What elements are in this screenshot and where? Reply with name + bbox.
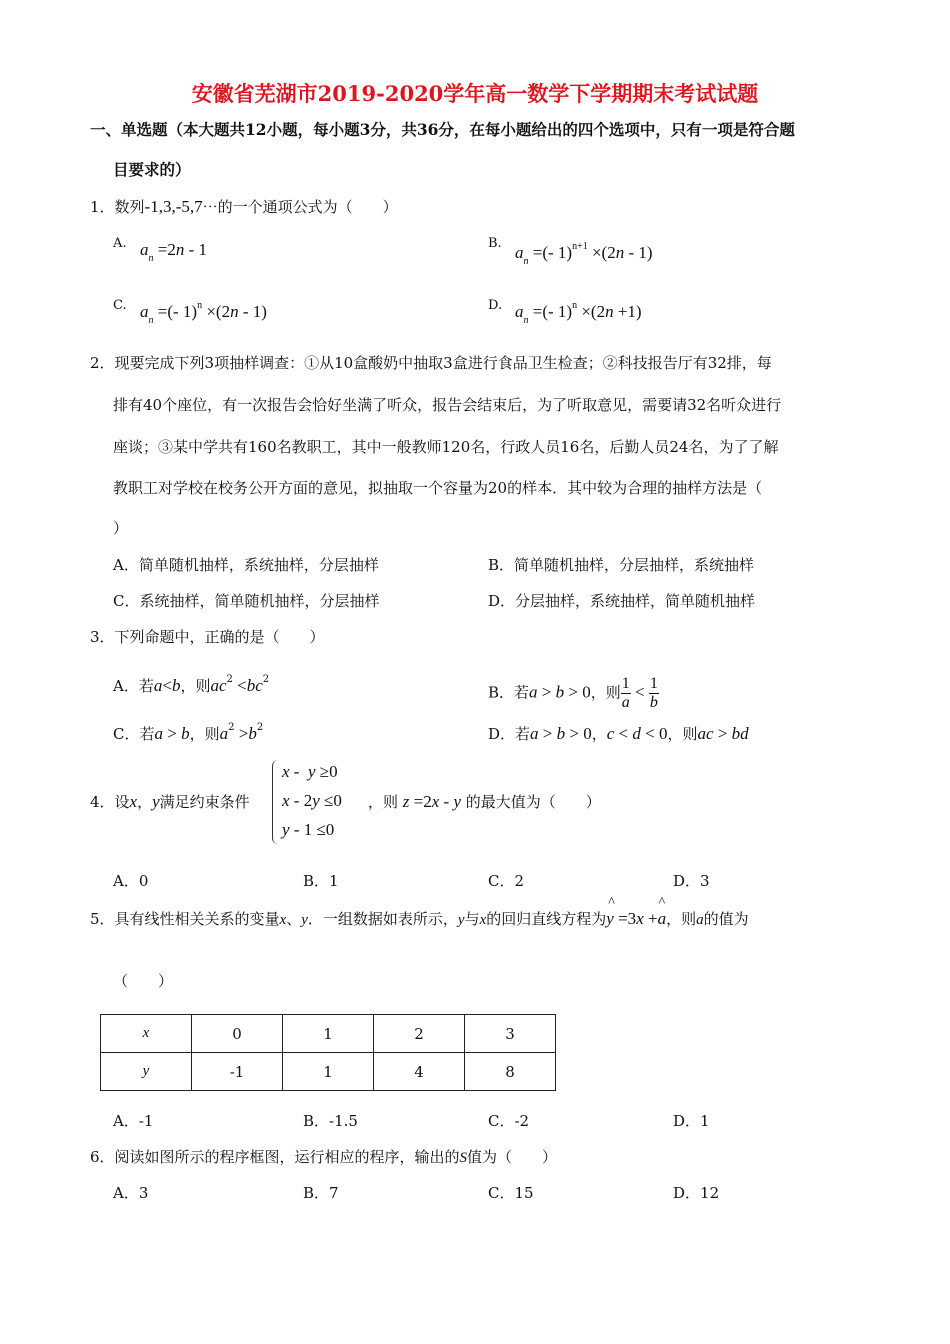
option-formula: $a_n$ =(- 1)$^{n+1}$ ×(2n - 1) (515, 241, 653, 267)
table-cell: y (101, 1053, 192, 1091)
option-label: A. (113, 236, 127, 251)
question-text-line: 座谈；③某中学共有160名教职工，其中一般教师120名，行政人员16名，后勤人员24名，为了了解 (113, 438, 779, 456)
table-cell: 2 (374, 1015, 465, 1053)
data-table (100, 1014, 556, 1091)
question-stem-suffix: ，则 z =2x - y 的最大值为（ ） (368, 792, 601, 811)
table-cell: 3 (465, 1015, 556, 1053)
table-row (101, 1015, 556, 1053)
table-cell: -1 (192, 1053, 283, 1091)
question-text-line: ） (113, 519, 129, 537)
table-cell: 4 (374, 1053, 465, 1091)
section-heading-line1: 一、单选题（本大题共12小题，每小题3分，共36分，在每小题给出的四个选项中，只有一项是符合题 (90, 120, 795, 139)
section-heading-line2: 目要求的） (113, 160, 191, 179)
option: C．系统抽样，简单随机抽样，分层抽样 (113, 592, 380, 610)
table-cell: 1 (283, 1053, 374, 1091)
question-text-line: 排有40个座位，有一次报告会恰好坐满了听众，报告会结束后，为了听取意见，需要请32名听众进行 (113, 396, 782, 414)
option: A．0 (113, 872, 149, 890)
option: D．12 (673, 1184, 720, 1202)
option: D．分层抽样，系统抽样，简单随机抽样 (488, 592, 756, 610)
table-cell: 0 (192, 1015, 283, 1053)
option: A．简单随机抽样，系统抽样，分层抽样 (113, 556, 379, 574)
page-title: 安徽省芜湖市2019-2020学年高一数学下学期期末考试试题 (191, 81, 759, 106)
option: C．2 (488, 872, 525, 890)
option: C．若a > b，则$a^2 >b^2$ (113, 722, 264, 743)
table-cell: 8 (465, 1053, 556, 1091)
constraint: y - 1 ≤0 (282, 820, 335, 839)
option: A．-1 (113, 1112, 154, 1130)
constraint: x - y ≥0 (282, 762, 338, 781)
table-row (101, 1053, 556, 1091)
option: B．7 (303, 1184, 339, 1202)
option-formula: $a_n =2n - 1$ (140, 240, 208, 264)
option: D．1 (673, 1112, 710, 1130)
option: D．3 (673, 872, 710, 890)
option: D．若a > b > 0，c < d < 0，则ac > bd (488, 724, 749, 743)
question-stem: 6．阅读如图所示的程序框图，运行相应的程序，输出的S值为（ ） (90, 1148, 558, 1166)
brace (272, 760, 279, 844)
option: C．-2 (488, 1112, 530, 1130)
question-stem-prefix: 4．设x，y满足约束条件 (90, 792, 250, 811)
option-formula: $a_n$ =(- 1)$^n$ ×(2n - 1) (140, 300, 267, 326)
question-stem: 5．具有线性相关关系的变量x、y．一组数据如表所示，y与x的回归直线方程为 ^ y =3x + ^ a，则a的值为 (90, 895, 749, 928)
question-text-line: 教职工对学校在校务公开方面的意见，拟抽取一个容量为20的样本．其中较为合理的抽样方法是（ (113, 479, 763, 497)
option: A．若a<b，则$ac^2 <bc^2$ (113, 674, 270, 695)
option: A．3 (113, 1184, 149, 1202)
option: B．1 (303, 872, 339, 890)
option-label: C. (113, 298, 127, 313)
constraint: x - 2y ≤0 (282, 791, 342, 810)
option: B．-1.5 (303, 1112, 358, 1130)
option: C．15 (488, 1184, 534, 1202)
paren: （ ） (113, 972, 174, 990)
option: B．简单随机抽样，分层抽样，系统抽样 (488, 556, 755, 574)
option: B．若a > b > 0，则 $\frac{1}{a}$ < $\frac{1}{b}$ (488, 675, 658, 711)
option-label: D. (488, 298, 503, 313)
question-stem: 1．数列-1,3,-5,7⋯的一个通项公式为（ ） (90, 197, 398, 216)
table-cell: x (101, 1015, 192, 1053)
question-stem: 3．下列命题中，正确的是（ ） (90, 628, 325, 646)
option-formula: $a_n$ =(- 1)$^n$ ×(2n +1) (515, 300, 642, 326)
question-text-line: 2．现要完成下列3项抽样调查：①从10盒酸奶中抽取3盒进行食品卫生检查；②科技报告厅有32排，每 (90, 354, 772, 372)
table-cell: 1 (283, 1015, 374, 1053)
option-label: B. (488, 236, 502, 251)
